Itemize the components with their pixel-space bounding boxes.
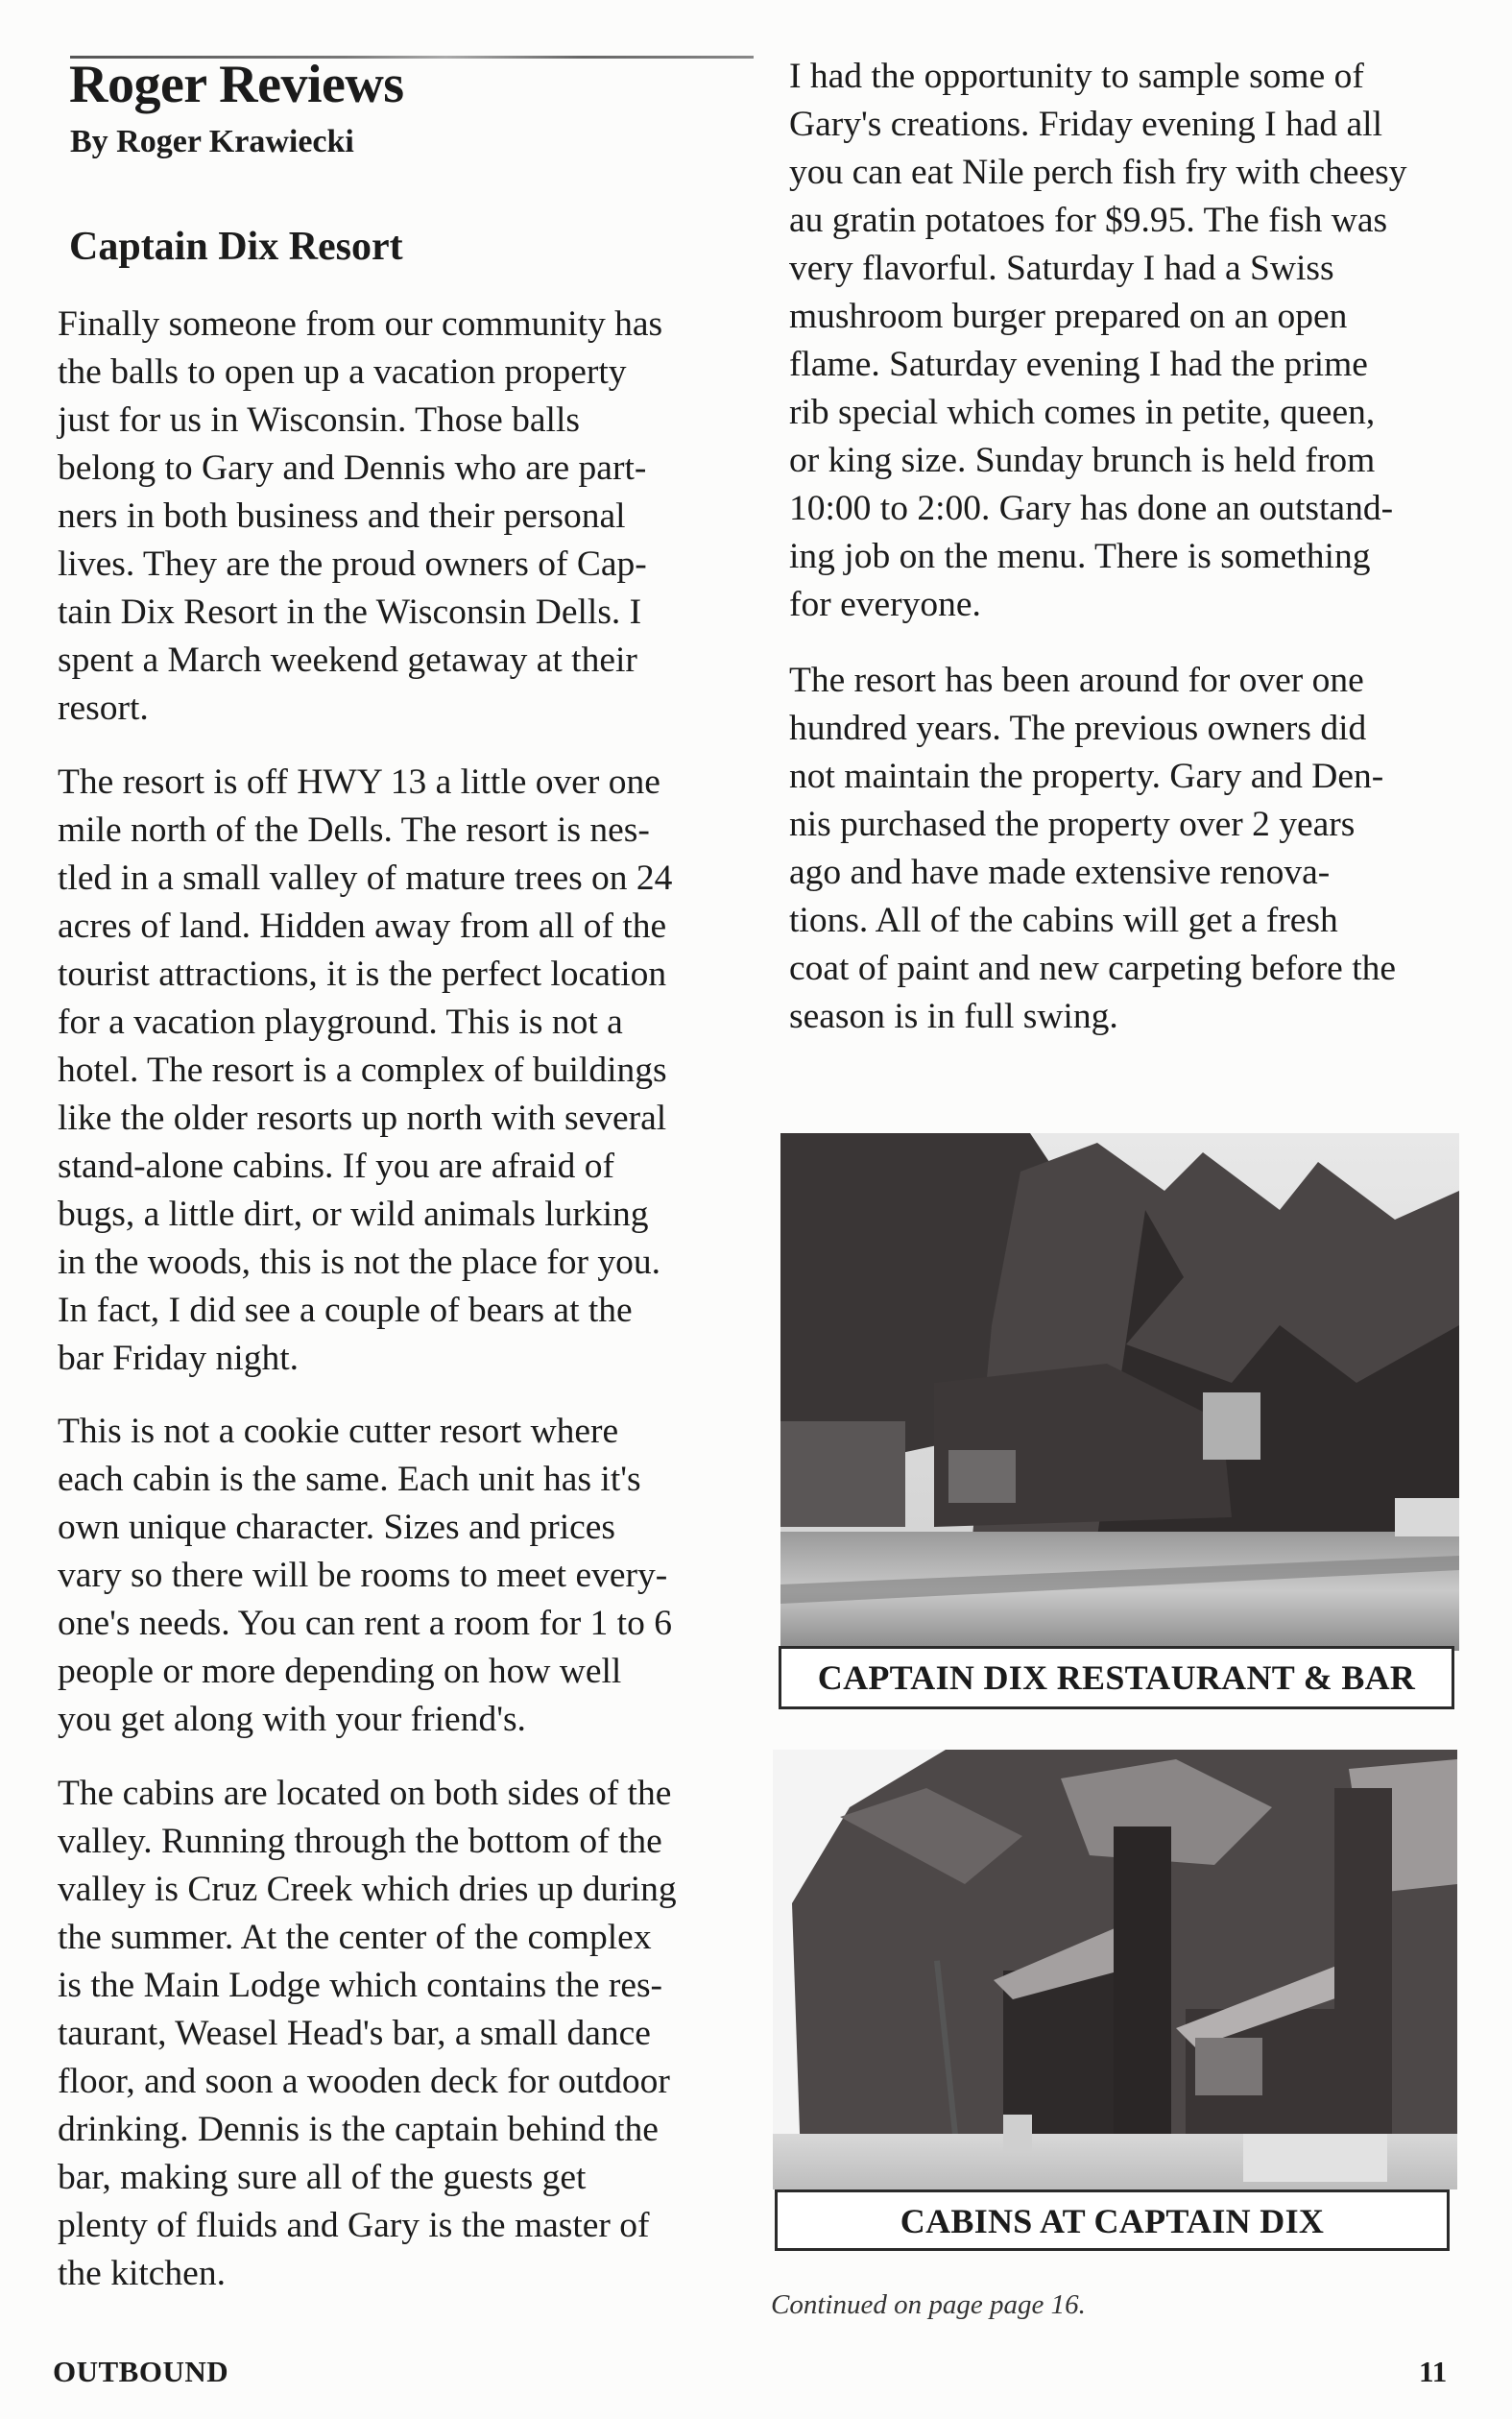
text-line: flame. Saturday evening I had the prime <box>789 345 1368 384</box>
page-number: 11 <box>1419 2355 1448 2388</box>
text-line: plenty of fluids and Gary is the master of <box>58 2206 650 2245</box>
text-line: ners in both business and their personal <box>58 496 626 536</box>
text-line: ago and have made extensive renova- <box>789 853 1331 892</box>
text-line: or king size. Sunday brunch is held from <box>789 441 1376 480</box>
text-line: mushroom burger prepared on an open <box>789 297 1348 336</box>
text-line: own unique character. Sizes and prices <box>58 1508 616 1547</box>
text-line: This is not a cookie cutter resort where <box>58 1412 619 1451</box>
paragraph <box>58 1408 749 1744</box>
left-column <box>58 1770 749 2298</box>
text-line: The resort has been around for over one <box>789 661 1364 700</box>
publication-name: OUTBOUND <box>53 2355 229 2388</box>
text-line: people or more depending on how well <box>58 1652 622 1691</box>
paragraph <box>58 301 749 733</box>
photo-image <box>780 1133 1459 1651</box>
text-line: ing job on the menu. There is something <box>789 537 1371 576</box>
text-line: bar, making sure all of the guests get <box>58 2158 587 2197</box>
text-line: mile north of the Dells. The resort is nes- <box>58 810 650 850</box>
right-column <box>789 53 1480 629</box>
text-line: In fact, I did see a couple of bears at the <box>58 1291 633 1330</box>
text-line: for everyone. <box>789 585 981 624</box>
text-line: I had the opportunity to sample some of <box>789 57 1364 96</box>
left-column <box>58 759 749 1383</box>
byline: By Roger Krawiecki <box>70 124 354 159</box>
text-line: is the Main Lodge which contains the res- <box>58 1966 663 2005</box>
article-subhead: Captain Dix Resort <box>69 225 403 269</box>
text-line: hotel. The resort is a complex of buildings <box>58 1051 667 1090</box>
text-line: just for us in Wisconsin. Those balls <box>58 400 580 440</box>
text-line: the summer. At the center of the complex <box>58 1918 652 1957</box>
text-line: Finally someone from our community has <box>58 304 663 344</box>
paragraph <box>789 53 1480 629</box>
text-line: in the woods, this is not the place for you. <box>58 1243 661 1282</box>
text-line: season is in full swing. <box>789 997 1118 1036</box>
text-line: one's needs. You can rent a room for 1 to 6 <box>58 1604 672 1643</box>
restaurant-and-bar-photo <box>780 1133 1459 1651</box>
text-line: au gratin potatoes for $9.95. The fish was <box>789 201 1388 240</box>
photo-caption: CAPTAIN DIX RESTAURANT & BAR <box>779 1646 1454 1709</box>
text-line: each cabin is the same. Each unit has it's <box>58 1460 641 1499</box>
text-line: spent a March weekend getaway at their <box>58 641 637 680</box>
text-line: bar Friday night. <box>58 1339 300 1378</box>
text-line: belong to Gary and Dennis who are part- <box>58 448 647 488</box>
text-line: vary so there will be rooms to meet every- <box>58 1556 668 1595</box>
text-line: for a vacation playground. This is not a <box>58 1003 623 1042</box>
text-line: not maintain the property. Gary and Den- <box>789 757 1384 796</box>
right-column <box>789 657 1480 1041</box>
left-column <box>58 1408 749 1744</box>
paragraph <box>789 657 1480 1041</box>
text-line: The resort is off HWY 13 a little over one <box>58 762 660 802</box>
text-line: valley is Cruz Creek which dries up during <box>58 1870 677 1909</box>
text-line: tourist attractions, it is the perfect location <box>58 955 667 994</box>
text-line: Gary's creations. Friday evening I had all <box>789 105 1383 144</box>
text-line: tled in a small valley of mature trees on 24 <box>58 859 673 898</box>
text-line: the kitchen. <box>58 2254 226 2293</box>
paragraph <box>58 1770 749 2298</box>
text-line: drinking. Dennis is the captain behind the <box>58 2110 659 2149</box>
text-line: coat of paint and new carpeting before the <box>789 949 1397 988</box>
text-line: The cabins are located on both sides of the <box>58 1774 672 1813</box>
text-line: rib special which comes in petite, queen, <box>789 393 1376 432</box>
left-column <box>58 301 749 733</box>
text-line: nis purchased the property over 2 years <box>789 805 1356 844</box>
continued-note: Continued on page page 16. <box>771 2289 1086 2320</box>
photo-image <box>773 1750 1457 2189</box>
text-line: resort. <box>58 689 149 728</box>
column-title: Roger Reviews <box>69 55 404 114</box>
text-line: you get along with your friend's. <box>58 1700 526 1739</box>
text-line: very flavorful. Saturday I had a Swiss <box>789 249 1334 288</box>
text-line: floor, and soon a wooden deck for outdoor <box>58 2062 670 2101</box>
text-line: stand-alone cabins. If you are afraid of <box>58 1147 614 1186</box>
text-line: taurant, Weasel Head's bar, a small dance <box>58 2014 651 2053</box>
text-line: valley. Running through the bottom of the <box>58 1822 662 1861</box>
text-line: the balls to open up a vacation property <box>58 352 627 392</box>
paragraph <box>58 759 749 1383</box>
text-line: tain Dix Resort in the Wisconsin Dells. I <box>58 593 642 632</box>
photo-caption: CABINS AT CAPTAIN DIX <box>775 2189 1450 2251</box>
text-line: 10:00 to 2:00. Gary has done an outstand- <box>789 489 1394 528</box>
cabins-photo <box>773 1750 1457 2189</box>
text-line: lives. They are the proud owners of Cap- <box>58 544 647 584</box>
text-line: like the older resorts up north with several <box>58 1099 667 1138</box>
text-line: hundred years. The previous owners did <box>789 709 1367 748</box>
text-line: bugs, a little dirt, or wild animals lurking <box>58 1195 649 1234</box>
text-line: you can eat Nile perch fish fry with cheesy <box>789 153 1407 192</box>
text-line: tions. All of the cabins will get a fresh <box>789 901 1338 940</box>
text-line: acres of land. Hidden away from all of the <box>58 907 667 946</box>
